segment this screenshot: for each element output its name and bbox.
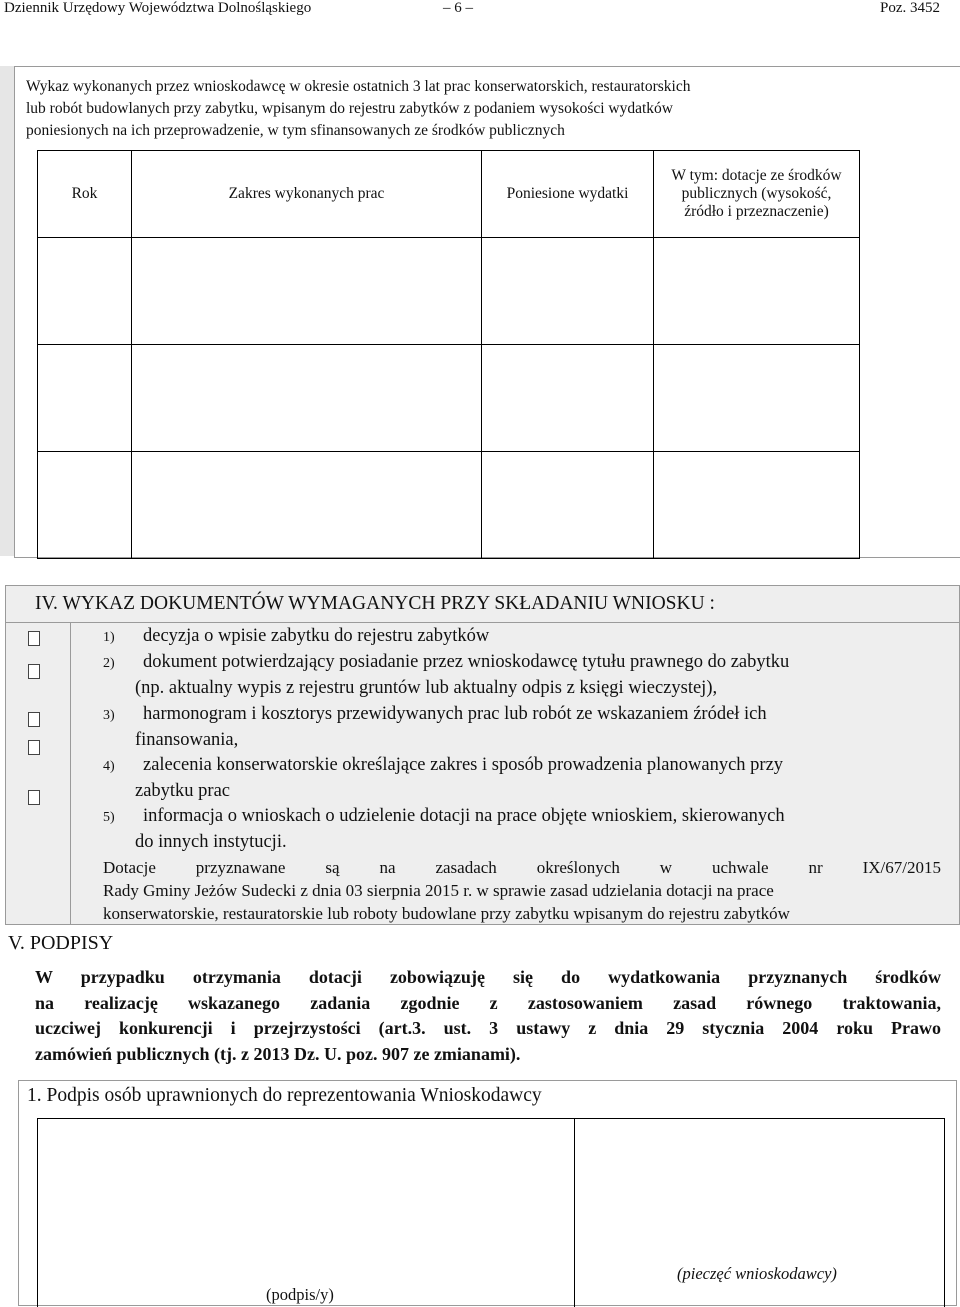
cell-scope[interactable] xyxy=(132,238,482,345)
note-line: Rady Gminy Jeżów Sudecki z dnia 03 sierpnia 2015 r. w sprawie zasad udzielania dotacji na prace xyxy=(103,881,774,900)
cell-year[interactable] xyxy=(38,452,132,559)
section3-intro xyxy=(26,76,826,142)
item-text: informacja o wnioskach o udzielenie dotacji na prace objęte wnioskiem, skierowanych xyxy=(143,806,785,826)
checkbox-doc-5[interactable] xyxy=(28,790,40,805)
item-text: finansowania, xyxy=(135,730,239,750)
intro-line: poniesionych na ich przeprowadzenie, w tym sfinansowanych ze środków publicznych xyxy=(26,122,565,139)
table-header-row xyxy=(38,151,860,238)
list-item xyxy=(103,702,767,753)
note-line: Dotacje przyznawane są na zasadach określonych w uchwale nr IX/67/2015 xyxy=(103,858,941,877)
col-header-expenses: Poniesione wydatki xyxy=(482,151,654,238)
statement-line: uczciwej konkurencji i przejrzystości (art.3. ust. 3 ustawy z dnia 29 stycznia 2004 roku Prawo xyxy=(35,1018,941,1038)
position-number: Poz. 3452 xyxy=(880,0,940,16)
commitment-statement xyxy=(35,965,941,1067)
checkbox-doc-1[interactable] xyxy=(28,631,40,646)
divider xyxy=(5,622,960,623)
cell-expenses[interactable] xyxy=(482,238,654,345)
note-line: konserwatorskie, restauratorskie lub roboty budowlane przy zabytku wpisanym do rejestru zabytków xyxy=(103,904,790,923)
item-text: decyzja o wpisie zabytku do rejestru zabytków xyxy=(143,626,490,646)
col-header-year: Rok xyxy=(38,151,132,238)
signature-caption: (podpis/y) xyxy=(266,1285,334,1304)
cell-subsidies[interactable] xyxy=(654,452,860,559)
col-header-scope: Zakres wykonanych prac xyxy=(132,151,482,238)
item-number: 2) xyxy=(103,656,115,671)
divider xyxy=(70,622,71,925)
item-text: do innych instytucji. xyxy=(135,832,287,852)
item-number: 4) xyxy=(103,759,115,774)
works-table xyxy=(37,150,860,559)
resolution-note xyxy=(103,856,941,925)
statement-line: W przypadku otrzymania dotacji zobowiązuję się do wydatkowania przyznanych środków xyxy=(35,967,941,987)
section5-title: V. PODPISY xyxy=(8,932,114,954)
table-row xyxy=(38,452,860,559)
cell-scope[interactable] xyxy=(132,452,482,559)
item-number: 5) xyxy=(103,810,115,825)
item-number: 3) xyxy=(103,708,115,723)
journal-title: Dziennik Urzędowy Województwa Dolnośląskiego xyxy=(4,0,312,16)
cell-expenses[interactable] xyxy=(482,452,654,559)
item-text: zalecenia konserwatorskie określające zakres i sposób prowadzenia planowanych przy xyxy=(143,755,784,775)
checkbox-doc-3[interactable] xyxy=(28,712,40,727)
checkbox-doc-4[interactable] xyxy=(28,740,40,755)
statement-line: zamówień publicznych (tj. z 2013 Dz. U. poz. 907 ze zmianami). xyxy=(35,1043,521,1064)
signature-section-title: 1. Podpis osób uprawnionych do reprezentowania Wnioskodawcy xyxy=(27,1085,542,1106)
page-number: – 6 – xyxy=(443,0,473,16)
list-item xyxy=(103,650,789,701)
intro-line: Wykaz wykonanych przez wnioskodawcę w okresie ostatnich 3 lat prac konserwatorskich, restauratorskich xyxy=(26,78,691,95)
cell-expenses[interactable] xyxy=(482,345,654,452)
col-header-subsidies: W tym: dotacje ze środków publicznych (wysokość, źródło i przeznaczenie) xyxy=(654,151,860,238)
checkbox-doc-2[interactable] xyxy=(28,664,40,679)
statement-line: na realizację wskazanego zadania zgodnie z zastosowaniem zasad równego traktowania, xyxy=(35,992,941,1013)
item-number: 1) xyxy=(103,630,115,645)
item-text: zabytku prac xyxy=(135,781,231,801)
list-item xyxy=(103,804,785,855)
signature-field[interactable] xyxy=(37,1118,575,1307)
item-text: (np. aktualny wypis z rejestru gruntów lub aktualny odpis z księgi wieczystej), xyxy=(135,678,718,698)
intro-line: lub robót budowlanych przy zabytku, wpisanym do rejestru zabytków z podaniem wysokości wydatków xyxy=(26,100,673,117)
cell-year[interactable] xyxy=(38,345,132,452)
list-item xyxy=(103,624,489,650)
cell-year[interactable] xyxy=(38,238,132,345)
section4-title: IV. WYKAZ DOKUMENTÓW WYMAGANYCH PRZY SKŁADANIU WNIOSKU : xyxy=(35,593,715,614)
item-text: dokument potwierdzający posiadanie przez wnioskodawcę tytułu prawnego do zabytku xyxy=(143,652,790,672)
cell-subsidies[interactable] xyxy=(654,238,860,345)
item-text: harmonogram i kosztorys przewidywanych prac lub robót ze wskazaniem źródeł ich xyxy=(143,704,767,724)
table-row xyxy=(38,238,860,345)
section3-left-bar xyxy=(0,66,14,556)
stamp-caption: (pieczęć wnioskodawcy) xyxy=(677,1264,837,1283)
cell-scope[interactable] xyxy=(132,345,482,452)
list-item xyxy=(103,753,783,804)
cell-subsidies[interactable] xyxy=(654,345,860,452)
table-row xyxy=(38,345,860,452)
